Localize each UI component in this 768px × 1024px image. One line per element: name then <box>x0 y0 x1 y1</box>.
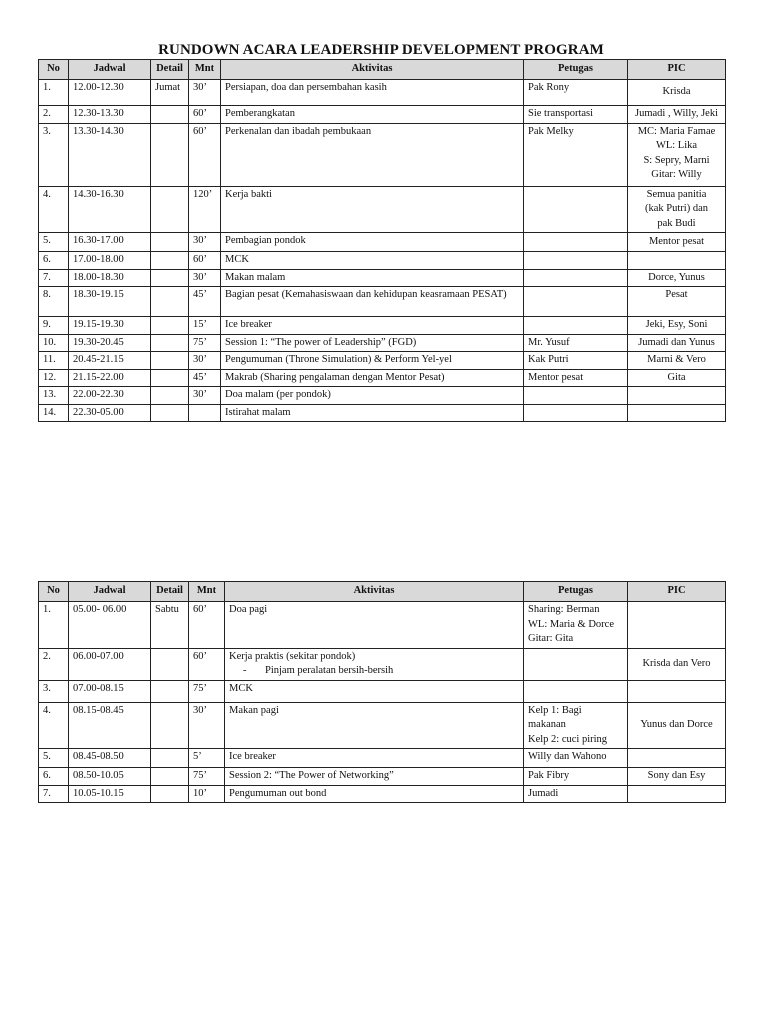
cell-petugas: Pak Melky <box>524 123 628 186</box>
table-row <box>39 334 726 352</box>
cell-mnt: 45’ <box>189 287 221 317</box>
cell-mnt: 60’ <box>189 106 221 124</box>
table-row <box>39 369 726 387</box>
cell-jadwal: 16.30-17.00 <box>69 233 151 252</box>
cell-pic: Yunus dan Dorce <box>628 702 726 749</box>
cell-jadwal: 08.50-10.05 <box>69 768 151 786</box>
cell-jadwal: 18.00-18.30 <box>69 269 151 287</box>
cell-pic: Mentor pesat <box>628 233 726 252</box>
cell-jadwal: 17.00-18.00 <box>69 252 151 270</box>
cell-jadwal: 14.30-16.30 <box>69 186 151 233</box>
cell-detail: Jumat <box>151 80 189 106</box>
cell-no: 1. <box>39 80 69 106</box>
cell-mnt: 15’ <box>189 317 221 335</box>
cell-aktivitas: Pembagian pondok <box>221 233 524 252</box>
cell-petugas: Sie transportasi <box>524 106 628 124</box>
cell-aktivitas: Istirahat malam <box>221 404 524 422</box>
col-header-jadwal: Jadwal <box>69 582 151 602</box>
table-row <box>39 287 726 317</box>
cell-pic: Jeki, Esy, Soni <box>628 317 726 335</box>
cell-mnt: 5’ <box>189 749 225 768</box>
cell-aktivitas: Makan malam <box>221 269 524 287</box>
cell-no: 6. <box>39 768 69 786</box>
cell-pic: Jumadi dan Yunus <box>628 334 726 352</box>
table-row <box>39 123 726 186</box>
table-row <box>39 352 726 370</box>
col-header-petugas: Petugas <box>524 60 628 80</box>
cell-aktivitas: Pengumuman out bond <box>225 785 524 803</box>
cell-petugas <box>524 648 628 680</box>
cell-aktivitas: Ice breaker <box>225 749 524 768</box>
cell-no: 7. <box>39 269 69 287</box>
cell-no: 7. <box>39 785 69 803</box>
col-header-detail: Detail <box>151 60 189 80</box>
cell-aktivitas: Pengumuman (Throne Simulation) & Perform Yel-yel <box>221 352 524 370</box>
cell-mnt: 10’ <box>189 785 225 803</box>
cell-jadwal: 12.30-13.30 <box>69 106 151 124</box>
cell-jadwal: 18.30-19.15 <box>69 287 151 317</box>
cell-detail <box>151 106 189 124</box>
cell-pic: Jumadi , Willy, Jeki <box>628 106 726 124</box>
cell-petugas <box>524 269 628 287</box>
cell-jadwal: 19.30-20.45 <box>69 334 151 352</box>
cell-detail <box>151 404 189 422</box>
cell-aktivitas: MCK <box>221 252 524 270</box>
cell-petugas: Willy dan Wahono <box>524 749 628 768</box>
cell-detail <box>151 648 189 680</box>
cell-aktivitas: Doa pagi <box>225 602 524 649</box>
cell-jadwal: 22.00-22.30 <box>69 387 151 405</box>
cell-petugas: Kak Putri <box>524 352 628 370</box>
cell-petugas <box>524 387 628 405</box>
cell-no: 1. <box>39 602 69 649</box>
cell-mnt: 75’ <box>189 334 221 352</box>
cell-no: 10. <box>39 334 69 352</box>
cell-pic: Gita <box>628 369 726 387</box>
cell-mnt: 60’ <box>189 648 225 680</box>
aktivitas-sub-item: - Pinjam peralatan bersih-bersih <box>229 664 519 679</box>
cell-detail <box>151 387 189 405</box>
cell-detail <box>151 123 189 186</box>
cell-mnt: 60’ <box>189 602 225 649</box>
cell-detail <box>151 785 189 803</box>
cell-mnt: 30’ <box>189 387 221 405</box>
cell-petugas <box>524 404 628 422</box>
col-header-no: No <box>39 60 69 80</box>
cell-petugas: Kelp 1: Bagi makanan Kelp 2: cuci piring <box>524 702 628 749</box>
cell-pic: Krisda <box>628 80 726 106</box>
cell-detail: Sabtu <box>151 602 189 649</box>
cell-petugas <box>524 252 628 270</box>
cell-pic <box>628 404 726 422</box>
document-title: RUNDOWN ACARA LEADERSHIP DEVELOPMENT PROGRAM <box>158 42 604 58</box>
cell-petugas: Sharing: Berman WL: Maria & Dorce Gitar: Gita <box>524 602 628 649</box>
cell-detail <box>151 369 189 387</box>
cell-pic: MC: Maria Famae WL: Lika S: Sepry, Marni Gitar: Willy <box>628 123 726 186</box>
cell-petugas: Pak Rony <box>524 80 628 106</box>
cell-jadwal: 10.05-10.15 <box>69 785 151 803</box>
cell-no: 5. <box>39 749 69 768</box>
col-header-jadwal: Jadwal <box>69 60 151 80</box>
cell-pic: Semua panitia (kak Putri) dan pak Budi <box>628 186 726 233</box>
cell-mnt: 45’ <box>189 369 221 387</box>
cell-aktivitas <box>225 648 524 680</box>
cell-pic: Pesat <box>628 287 726 317</box>
table-row <box>39 404 726 422</box>
rundown-table-saturday <box>38 581 726 803</box>
cell-aktivitas: Pemberangkatan <box>221 106 524 124</box>
table-row <box>39 387 726 405</box>
cell-pic: Sony dan Esy <box>628 768 726 786</box>
cell-pic: Marni & Vero <box>628 352 726 370</box>
cell-petugas <box>524 317 628 335</box>
cell-no: 13. <box>39 387 69 405</box>
table-row <box>39 317 726 335</box>
cell-pic <box>628 252 726 270</box>
cell-jadwal: 20.45-21.15 <box>69 352 151 370</box>
cell-pic <box>628 785 726 803</box>
table-header-row <box>39 582 726 602</box>
col-header-no: No <box>39 582 69 602</box>
cell-petugas <box>524 287 628 317</box>
cell-jadwal: 19.15-19.30 <box>69 317 151 335</box>
cell-detail <box>151 352 189 370</box>
table-row <box>39 602 726 649</box>
col-header-aktivitas: Aktivitas <box>225 582 524 602</box>
cell-aktivitas: Kerja bakti <box>221 186 524 233</box>
cell-detail <box>151 269 189 287</box>
table-row <box>39 106 726 124</box>
cell-no: 9. <box>39 317 69 335</box>
col-header-pic: PIC <box>628 60 726 80</box>
cell-mnt: 60’ <box>189 252 221 270</box>
cell-detail <box>151 252 189 270</box>
col-header-detail: Detail <box>151 582 189 602</box>
cell-mnt: 120’ <box>189 186 221 233</box>
cell-petugas <box>524 186 628 233</box>
cell-aktivitas: Session 2: “The Power of Networking” <box>225 768 524 786</box>
table-row <box>39 233 726 252</box>
cell-mnt: 75’ <box>189 768 225 786</box>
cell-pic <box>628 749 726 768</box>
cell-detail <box>151 317 189 335</box>
col-header-mnt: Mnt <box>189 582 225 602</box>
table-row <box>39 768 726 786</box>
cell-detail <box>151 233 189 252</box>
cell-detail <box>151 334 189 352</box>
table-row <box>39 702 726 749</box>
table-row <box>39 252 726 270</box>
cell-pic: Dorce, Yunus <box>628 269 726 287</box>
cell-no: 4. <box>39 186 69 233</box>
cell-no: 5. <box>39 233 69 252</box>
cell-detail <box>151 702 189 749</box>
cell-pic <box>628 680 726 702</box>
col-header-aktivitas: Aktivitas <box>221 60 524 80</box>
cell-no: 11. <box>39 352 69 370</box>
cell-jadwal: 08.15-08.45 <box>69 702 151 749</box>
rundown-table-friday <box>38 59 726 422</box>
col-header-pic: PIC <box>628 582 726 602</box>
aktivitas-main: Kerja praktis (sekitar pondok) <box>229 650 356 662</box>
cell-no: 14. <box>39 404 69 422</box>
cell-jadwal: 08.45-08.50 <box>69 749 151 768</box>
cell-aktivitas: Bagian pesat (Kemahasiswaan dan kehidupan keasramaan PESAT) <box>221 287 524 317</box>
cell-petugas: Jumadi <box>524 785 628 803</box>
cell-no: 8. <box>39 287 69 317</box>
cell-jadwal: 06.00-07.00 <box>69 648 151 680</box>
col-header-petugas: Petugas <box>524 582 628 602</box>
cell-pic: Krisda dan Vero <box>628 648 726 680</box>
table-row <box>39 186 726 233</box>
cell-jadwal: 13.30-14.30 <box>69 123 151 186</box>
cell-jadwal: 21.15-22.00 <box>69 369 151 387</box>
cell-mnt <box>189 404 221 422</box>
table-header-row <box>39 60 726 80</box>
cell-pic <box>628 602 726 649</box>
cell-no: 4. <box>39 702 69 749</box>
cell-petugas: Pak Fibry <box>524 768 628 786</box>
cell-jadwal: 05.00- 06.00 <box>69 602 151 649</box>
cell-mnt: 30’ <box>189 80 221 106</box>
cell-detail <box>151 749 189 768</box>
cell-petugas: Mr. Yusuf <box>524 334 628 352</box>
cell-detail <box>151 680 189 702</box>
cell-mnt: 30’ <box>189 269 221 287</box>
cell-aktivitas: MCK <box>225 680 524 702</box>
cell-mnt: 30’ <box>189 352 221 370</box>
cell-no: 6. <box>39 252 69 270</box>
cell-aktivitas: Doa malam (per pondok) <box>221 387 524 405</box>
table-row <box>39 269 726 287</box>
cell-mnt: 60’ <box>189 123 221 186</box>
col-header-mnt: Mnt <box>189 60 221 80</box>
cell-no: 3. <box>39 680 69 702</box>
cell-aktivitas: Ice breaker <box>221 317 524 335</box>
cell-aktivitas: Makrab (Sharing pengalaman dengan Mentor Pesat) <box>221 369 524 387</box>
table-row <box>39 749 726 768</box>
table-row <box>39 680 726 702</box>
cell-no: 2. <box>39 648 69 680</box>
cell-aktivitas: Persiapan, doa dan persembahan kasih <box>221 80 524 106</box>
cell-petugas: Mentor pesat <box>524 369 628 387</box>
cell-aktivitas: Session 1: “The power of Leadership” (FGD) <box>221 334 524 352</box>
cell-mnt: 75’ <box>189 680 225 702</box>
cell-detail <box>151 287 189 317</box>
cell-mnt: 30’ <box>189 233 221 252</box>
cell-petugas <box>524 680 628 702</box>
cell-no: 2. <box>39 106 69 124</box>
cell-detail <box>151 768 189 786</box>
cell-jadwal: 22.30-05.00 <box>69 404 151 422</box>
cell-detail <box>151 186 189 233</box>
cell-petugas <box>524 233 628 252</box>
table-row <box>39 785 726 803</box>
cell-jadwal: 07.00-08.15 <box>69 680 151 702</box>
table-row <box>39 648 726 680</box>
cell-aktivitas: Perkenalan dan ibadah pembukaan <box>221 123 524 186</box>
cell-no: 3. <box>39 123 69 186</box>
cell-mnt: 30’ <box>189 702 225 749</box>
table-row <box>39 80 726 106</box>
cell-jadwal: 12.00-12.30 <box>69 80 151 106</box>
cell-aktivitas: Makan pagi <box>225 702 524 749</box>
cell-no: 12. <box>39 369 69 387</box>
cell-pic <box>628 387 726 405</box>
